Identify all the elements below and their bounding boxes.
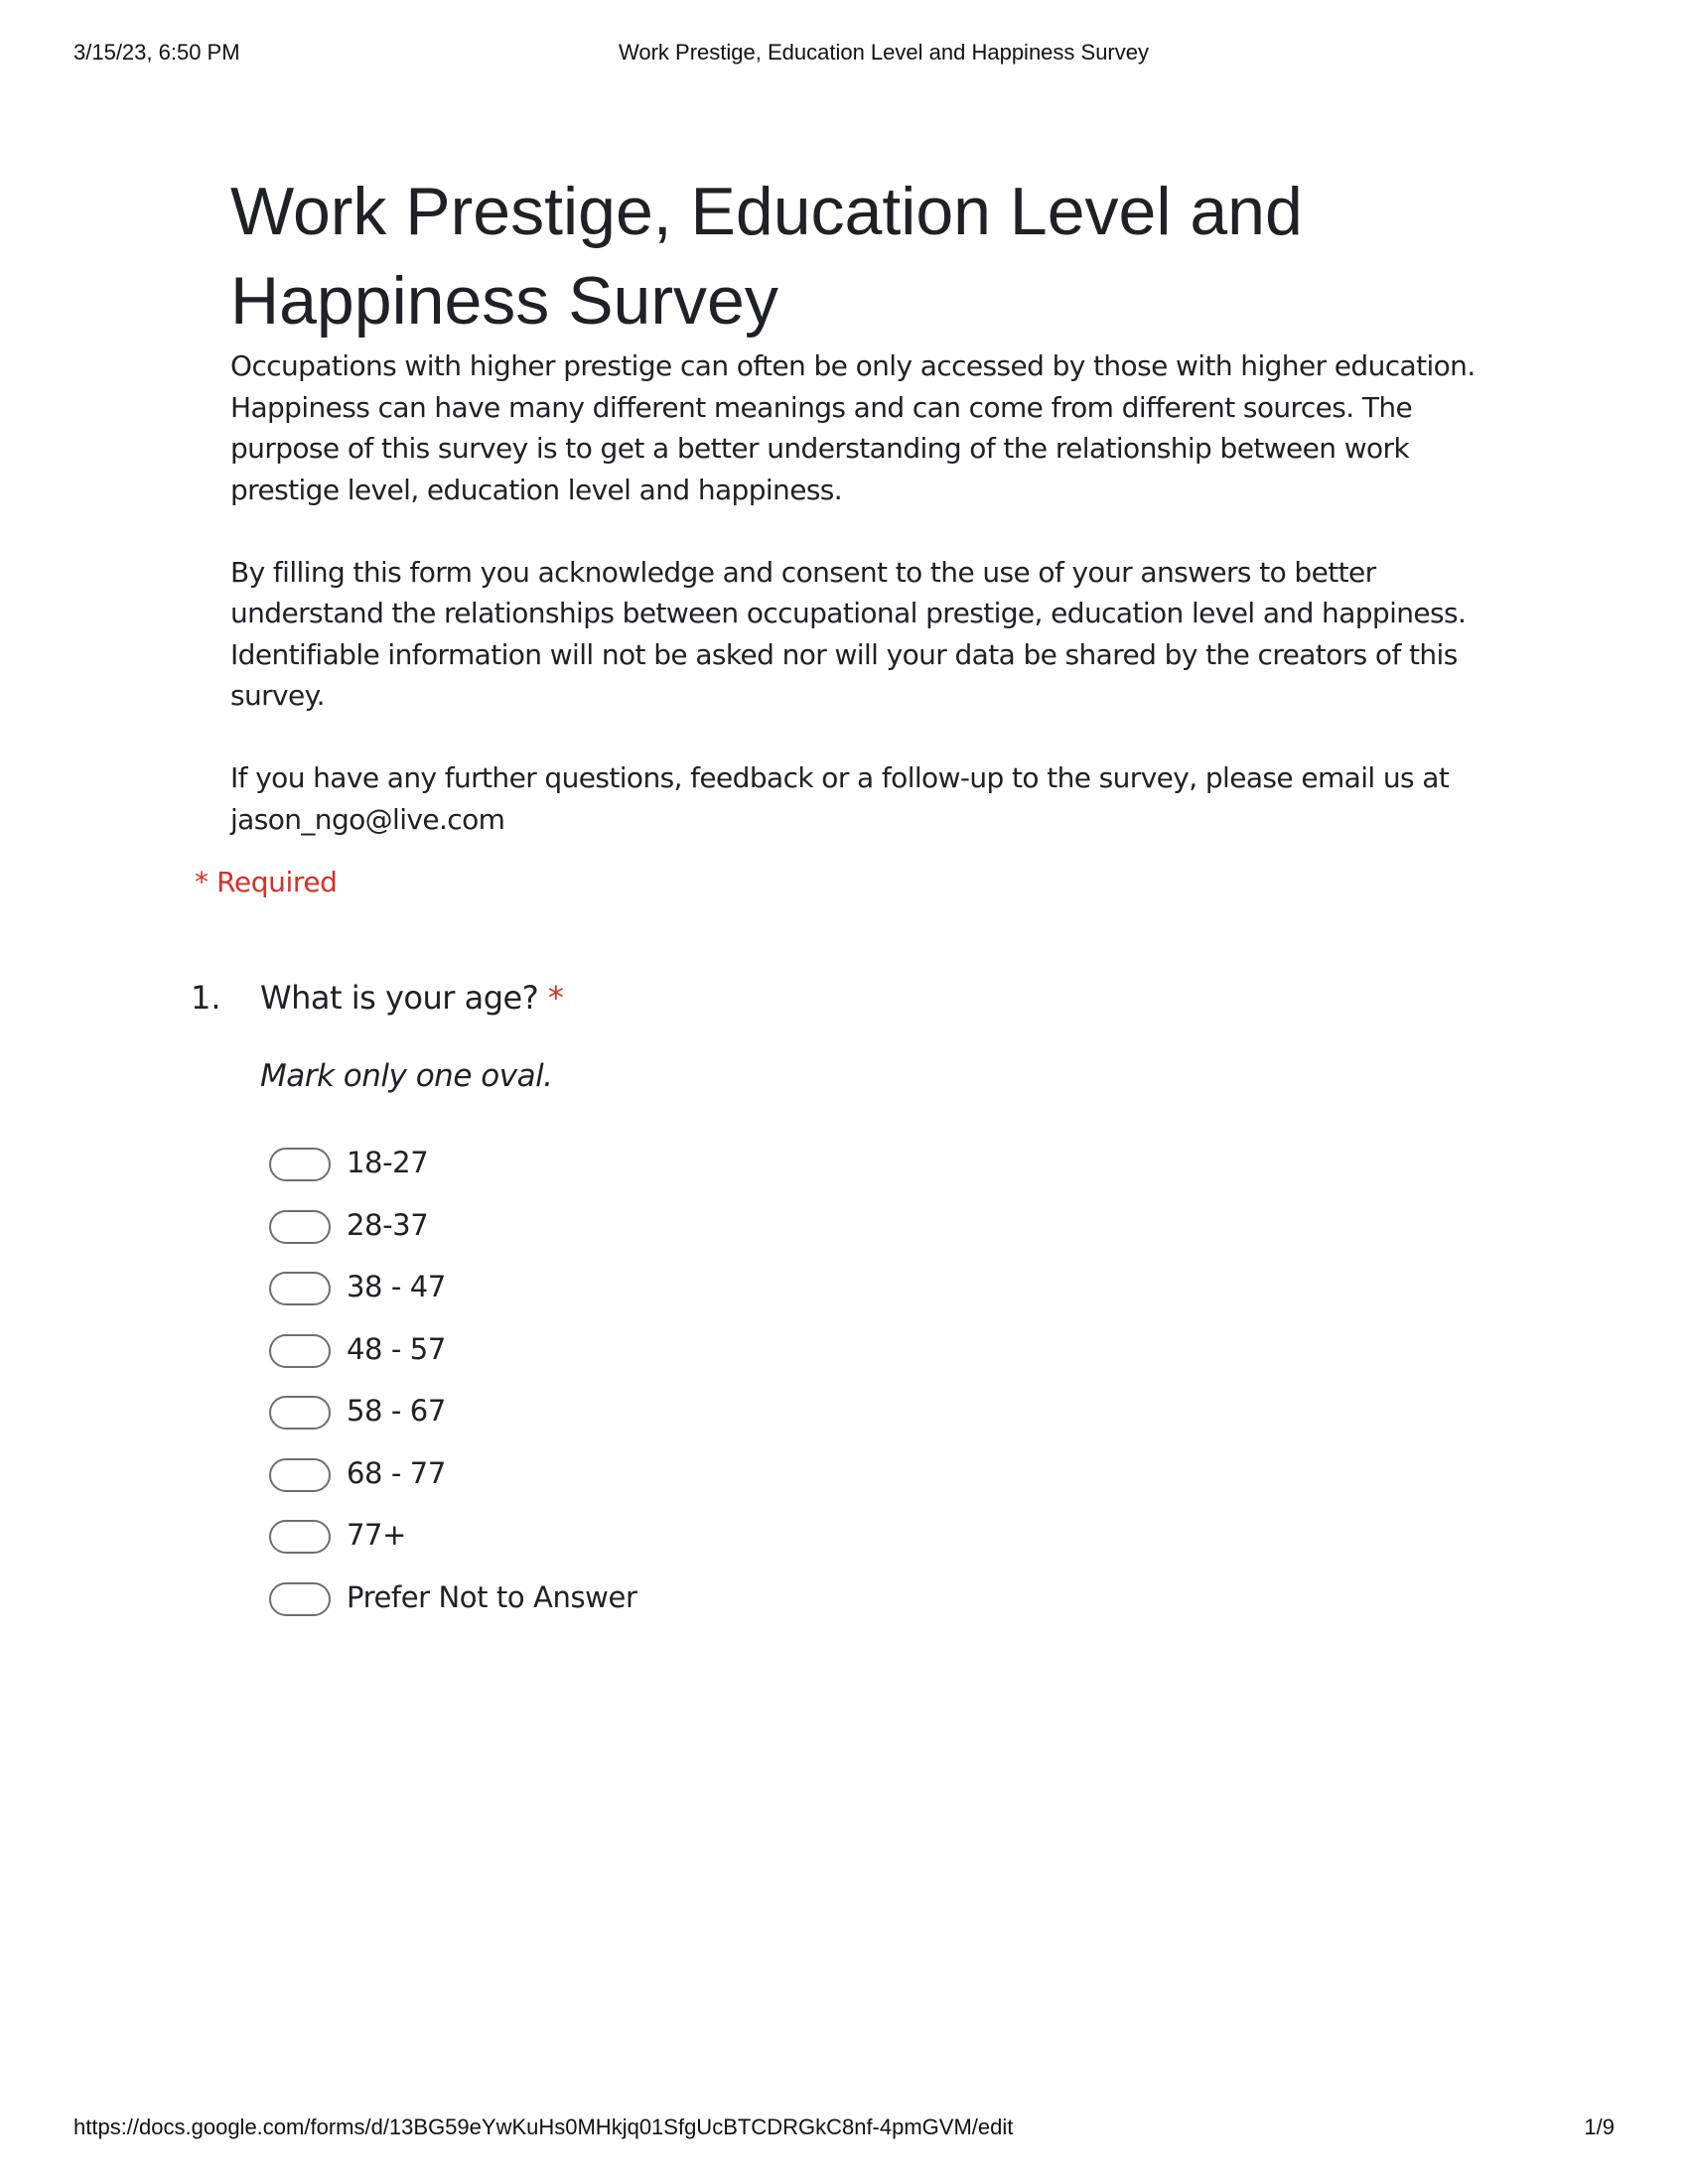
print-datetime: 3/15/23, 6:50 PM bbox=[73, 40, 240, 65]
option-label: Prefer Not to Answer bbox=[347, 1579, 637, 1614]
question-number: 1. bbox=[191, 979, 221, 1017]
form-description bbox=[230, 345, 1491, 840]
radio-oval[interactable] bbox=[269, 1210, 331, 1244]
option-label: 68 - 77 bbox=[347, 1455, 446, 1490]
description-paragraph: By filling this form you acknowledge and consent to the use of your answers to better understand the relationships between occupational prestige, education level and happiness. Identifiable information will not be asked nor will your data be shared by the creators of this survey. bbox=[230, 555, 1467, 712]
print-url: https://docs.google.com/forms/d/13BG59eYwKuHs0MHkjq01SfgUcBTCDRGkC8nf-4pmGVM/edit bbox=[73, 2115, 1014, 2139]
question-label: What is your age? bbox=[260, 979, 539, 1017]
option-label: 18-27 bbox=[347, 1146, 429, 1179]
radio-oval[interactable] bbox=[269, 1272, 331, 1305]
option-label: 48 - 57 bbox=[347, 1331, 446, 1366]
description-paragraph: Occupations with higher prestige can often be only accessed by those with higher education. Happiness can have many different meanings and can come from different sources. The purpose of this survey is to get a better understanding of the relationship between work prestige level, education level and happiness. bbox=[230, 349, 1476, 506]
radio-oval[interactable] bbox=[269, 1148, 331, 1181]
radio-oval[interactable] bbox=[269, 1582, 331, 1616]
print-header bbox=[73, 40, 1615, 69]
question-text bbox=[260, 979, 563, 1017]
print-doc-title: Work Prestige, Education Level and Happiness Survey bbox=[619, 40, 1149, 65]
form-header bbox=[230, 167, 1491, 882]
option-label: 58 - 67 bbox=[347, 1394, 446, 1428]
option-label: 28-37 bbox=[347, 1207, 429, 1242]
page-number: 1/9 bbox=[1584, 2115, 1615, 2139]
print-footer bbox=[73, 2115, 1615, 2144]
question-hint: Mark only one oval. bbox=[260, 1058, 553, 1094]
radio-oval[interactable] bbox=[269, 1520, 331, 1554]
description-paragraph: If you have any further questions, feedback or a follow-up to the survey, please email us at jason_ngo@live.com bbox=[230, 761, 1450, 836]
option-label: 38 - 47 bbox=[347, 1270, 446, 1303]
radio-oval[interactable] bbox=[269, 1396, 331, 1430]
required-note: * Required bbox=[195, 866, 338, 898]
option-label: 77+ bbox=[347, 1518, 407, 1552]
radio-oval[interactable] bbox=[269, 1458, 331, 1492]
radio-oval[interactable] bbox=[269, 1334, 331, 1368]
required-star: * bbox=[547, 979, 564, 1017]
form-title: Work Prestige, Education Level and Happiness Survey bbox=[230, 174, 1303, 339]
